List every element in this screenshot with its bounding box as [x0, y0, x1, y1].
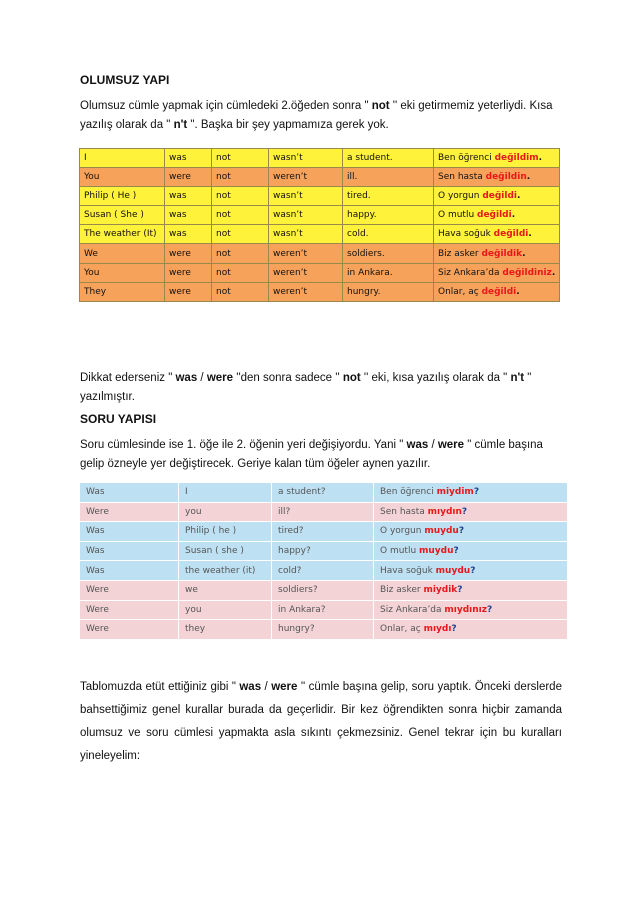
subject-cell: we [179, 580, 272, 600]
translation-text: Sen hasta [380, 506, 428, 517]
translation-text: Sen hasta [438, 172, 486, 183]
table-row [80, 244, 560, 263]
verb-cell: Were [80, 502, 179, 522]
translation-text: Ben öğrenci [438, 153, 495, 164]
punctuation: ? [451, 624, 457, 635]
short-form-cell: weren’t [269, 282, 343, 301]
subject-cell: They [80, 282, 165, 301]
question-suffix: miydik [423, 585, 458, 596]
subject-cell: you [179, 502, 272, 522]
complement-cell: cold? [272, 561, 374, 581]
table-row [80, 502, 568, 522]
negative-suffix: değildiniz [502, 267, 552, 278]
subject-cell: the weather (it) [179, 561, 272, 581]
table-row [80, 580, 568, 600]
negative-suffix: değildik [481, 248, 523, 259]
verb-cell: was [165, 187, 212, 206]
paragraph-question-intro: Soru cümlesinde ise 1. öğe ile 2. öğenin yeri değişiyordu. Yani " was / were " cümle başına gelip özneyle yer değiştirecek. Geriye kalan tüm öğeler aynen yazılır. [80, 439, 543, 470]
translation-cell [374, 620, 568, 640]
punctuation: . [551, 267, 556, 278]
not-cell: not [212, 263, 269, 282]
table-row [80, 522, 568, 542]
negative-suffix: değildi [477, 210, 512, 221]
punctuation: . [511, 210, 516, 221]
table-row [80, 187, 560, 206]
complement-cell: ill. [343, 168, 434, 187]
translation-text: Hava soğuk [438, 229, 494, 240]
complement-cell: cold. [343, 225, 434, 244]
translation-cell [374, 600, 568, 620]
translation-cell [434, 206, 560, 225]
translation-cell [434, 263, 560, 282]
table-row [80, 168, 560, 187]
verb-cell: Was [80, 483, 179, 503]
short-form-cell: wasn’t [269, 149, 343, 168]
paragraph-negative-intro: Olumsuz cümle yapmak için cümledeki 2.öğeden sonra " not '' eki getirmemiz yeterliydi. Kısa yazılış olarak da " n't ". Başka bir şey yapmamıza gerek yok. [80, 100, 553, 131]
verb-cell: were [165, 244, 212, 263]
verb-cell: were [165, 168, 212, 187]
complement-cell: soldiers. [343, 244, 434, 263]
complement-cell: happy? [272, 541, 374, 561]
question-sentence-table [79, 482, 568, 640]
table-row [80, 225, 560, 244]
translation-text: Ben öğrenci [380, 487, 437, 498]
translation-text: O yorgun [380, 526, 425, 537]
complement-cell: hungry? [272, 620, 374, 640]
complement-cell: soldiers? [272, 580, 374, 600]
verb-cell: Were [80, 620, 179, 640]
table-row [80, 263, 560, 282]
verb-cell: Was [80, 522, 179, 542]
subject-cell: The weather (It) [80, 225, 165, 244]
negative-suffix: değildim [494, 153, 539, 164]
question-suffix: miydim [436, 487, 474, 498]
short-form-cell: weren’t [269, 263, 343, 282]
translation-cell [374, 522, 568, 542]
punctuation: ? [470, 565, 476, 576]
not-cell: not [212, 187, 269, 206]
complement-cell: a student? [272, 483, 374, 503]
complement-cell: hungry. [343, 282, 434, 301]
verb-cell: was [165, 149, 212, 168]
translation-text: Siz Ankara’da [438, 267, 503, 278]
translation-text: Siz Ankara’da [380, 604, 445, 615]
complement-cell: happy. [343, 206, 434, 225]
complement-cell: ill? [272, 502, 374, 522]
verb-cell: Was [80, 541, 179, 561]
translation-cell [374, 502, 568, 522]
question-suffix: mıydın [427, 506, 462, 517]
complement-cell: tired. [343, 187, 434, 206]
translation-cell [434, 187, 560, 206]
punctuation: ? [473, 487, 480, 498]
subject-cell: We [80, 244, 165, 263]
short-form-cell: weren’t [269, 244, 343, 263]
question-suffix: muydu [424, 526, 459, 537]
translation-cell [374, 541, 568, 561]
punctuation: . [526, 172, 531, 183]
subject-cell: You [80, 263, 165, 282]
not-cell: not [212, 206, 269, 225]
paragraph-negative-note: Dikkat ederseniz " was / were ''den sonra sadece '' not '' eki, kısa yazılış olarak da " n't " yazılmıştır. [80, 372, 532, 403]
verb-cell: Were [80, 600, 179, 620]
subject-cell: You [80, 168, 165, 187]
question-suffix: mıydı [423, 624, 452, 635]
subject-cell: they [179, 620, 272, 640]
translation-cell [374, 483, 568, 503]
verb-cell: were [165, 282, 212, 301]
punctuation: ? [453, 546, 459, 557]
complement-cell: tired? [272, 522, 374, 542]
question-suffix: mıydınız [444, 604, 487, 615]
complement-cell: a student. [343, 149, 434, 168]
negative-suffix: değildin [485, 172, 527, 183]
not-cell: not [212, 244, 269, 263]
punctuation: . [517, 191, 521, 202]
translation-cell [434, 244, 560, 263]
table-row [80, 561, 568, 581]
subject-cell: you [179, 600, 272, 620]
translation-text: Biz asker [438, 248, 482, 259]
punctuation: . [528, 229, 532, 240]
translation-cell [434, 225, 560, 244]
subject-cell: I [179, 483, 272, 503]
translation-cell [374, 561, 568, 581]
table-row [80, 483, 568, 503]
negative-suffix: değildi [493, 229, 529, 240]
subject-cell: Philip ( he ) [179, 522, 272, 542]
subject-cell: Susan ( She ) [80, 206, 165, 225]
translation-text: O mutlu [438, 210, 478, 221]
punctuation: ? [458, 526, 465, 537]
punctuation: ? [487, 604, 493, 615]
translation-cell [434, 282, 560, 301]
translation-text: O yorgun [438, 191, 483, 202]
not-cell: not [212, 282, 269, 301]
short-form-cell: weren’t [269, 168, 343, 187]
table-row [80, 206, 560, 225]
table-row [80, 541, 568, 561]
table-row [80, 620, 568, 640]
verb-cell: Were [80, 580, 179, 600]
translation-text: Hava soğuk [380, 565, 436, 576]
punctuation: . [538, 153, 543, 164]
verb-cell: was [165, 225, 212, 244]
verb-cell: were [165, 263, 212, 282]
heading-negative: OLUMSUZ YAPI [80, 73, 170, 87]
verb-cell: was [165, 206, 212, 225]
complement-cell: in Ankara. [343, 263, 434, 282]
punctuation: ? [461, 506, 468, 517]
question-suffix: muydu [419, 546, 454, 557]
not-cell: not [212, 149, 269, 168]
table-row [80, 149, 560, 168]
verb-cell: Was [80, 561, 179, 581]
punctuation: ? [457, 585, 463, 596]
not-cell: not [212, 168, 269, 187]
heading-question: SORU YAPISI [80, 412, 157, 426]
complement-cell: in Ankara? [272, 600, 374, 620]
short-form-cell: wasn’t [269, 206, 343, 225]
table-row [80, 600, 568, 620]
negative-suffix: değildi [482, 191, 517, 202]
translation-cell [434, 149, 560, 168]
short-form-cell: wasn’t [269, 187, 343, 206]
not-cell: not [212, 225, 269, 244]
subject-cell: Philip ( He ) [80, 187, 165, 206]
table-row [80, 282, 560, 301]
negative-suffix: değildi [481, 286, 517, 297]
short-form-cell: wasn’t [269, 225, 343, 244]
translation-text: O mutlu [380, 546, 420, 557]
punctuation: . [522, 248, 526, 259]
negative-sentence-table [79, 148, 560, 302]
translation-cell [434, 168, 560, 187]
subject-cell: Susan ( she ) [179, 541, 272, 561]
question-suffix: muydu [435, 565, 471, 576]
translation-text: Onlar, aç [380, 624, 424, 635]
translation-text: Biz asker [380, 585, 424, 596]
translation-text: Onlar, aç [438, 286, 482, 297]
punctuation: . [516, 286, 520, 297]
subject-cell: I [80, 149, 165, 168]
paragraph-summary: Tablomuzda etüt ettiğiniz gibi " was / were '' cümle başına gelip, soru yaptık. Önceki derslerde bahsettiğimiz genel kurallar burada da geçerlidir. Bir kez öğrendikten sonra hiçbir zamanda olumsuz ve soru cümlesi yapmakta asla sıkıntı çekmezsiniz. Genel tekrar için bu kuralları yineleyelim: [80, 681, 562, 762]
translation-cell [374, 580, 568, 600]
